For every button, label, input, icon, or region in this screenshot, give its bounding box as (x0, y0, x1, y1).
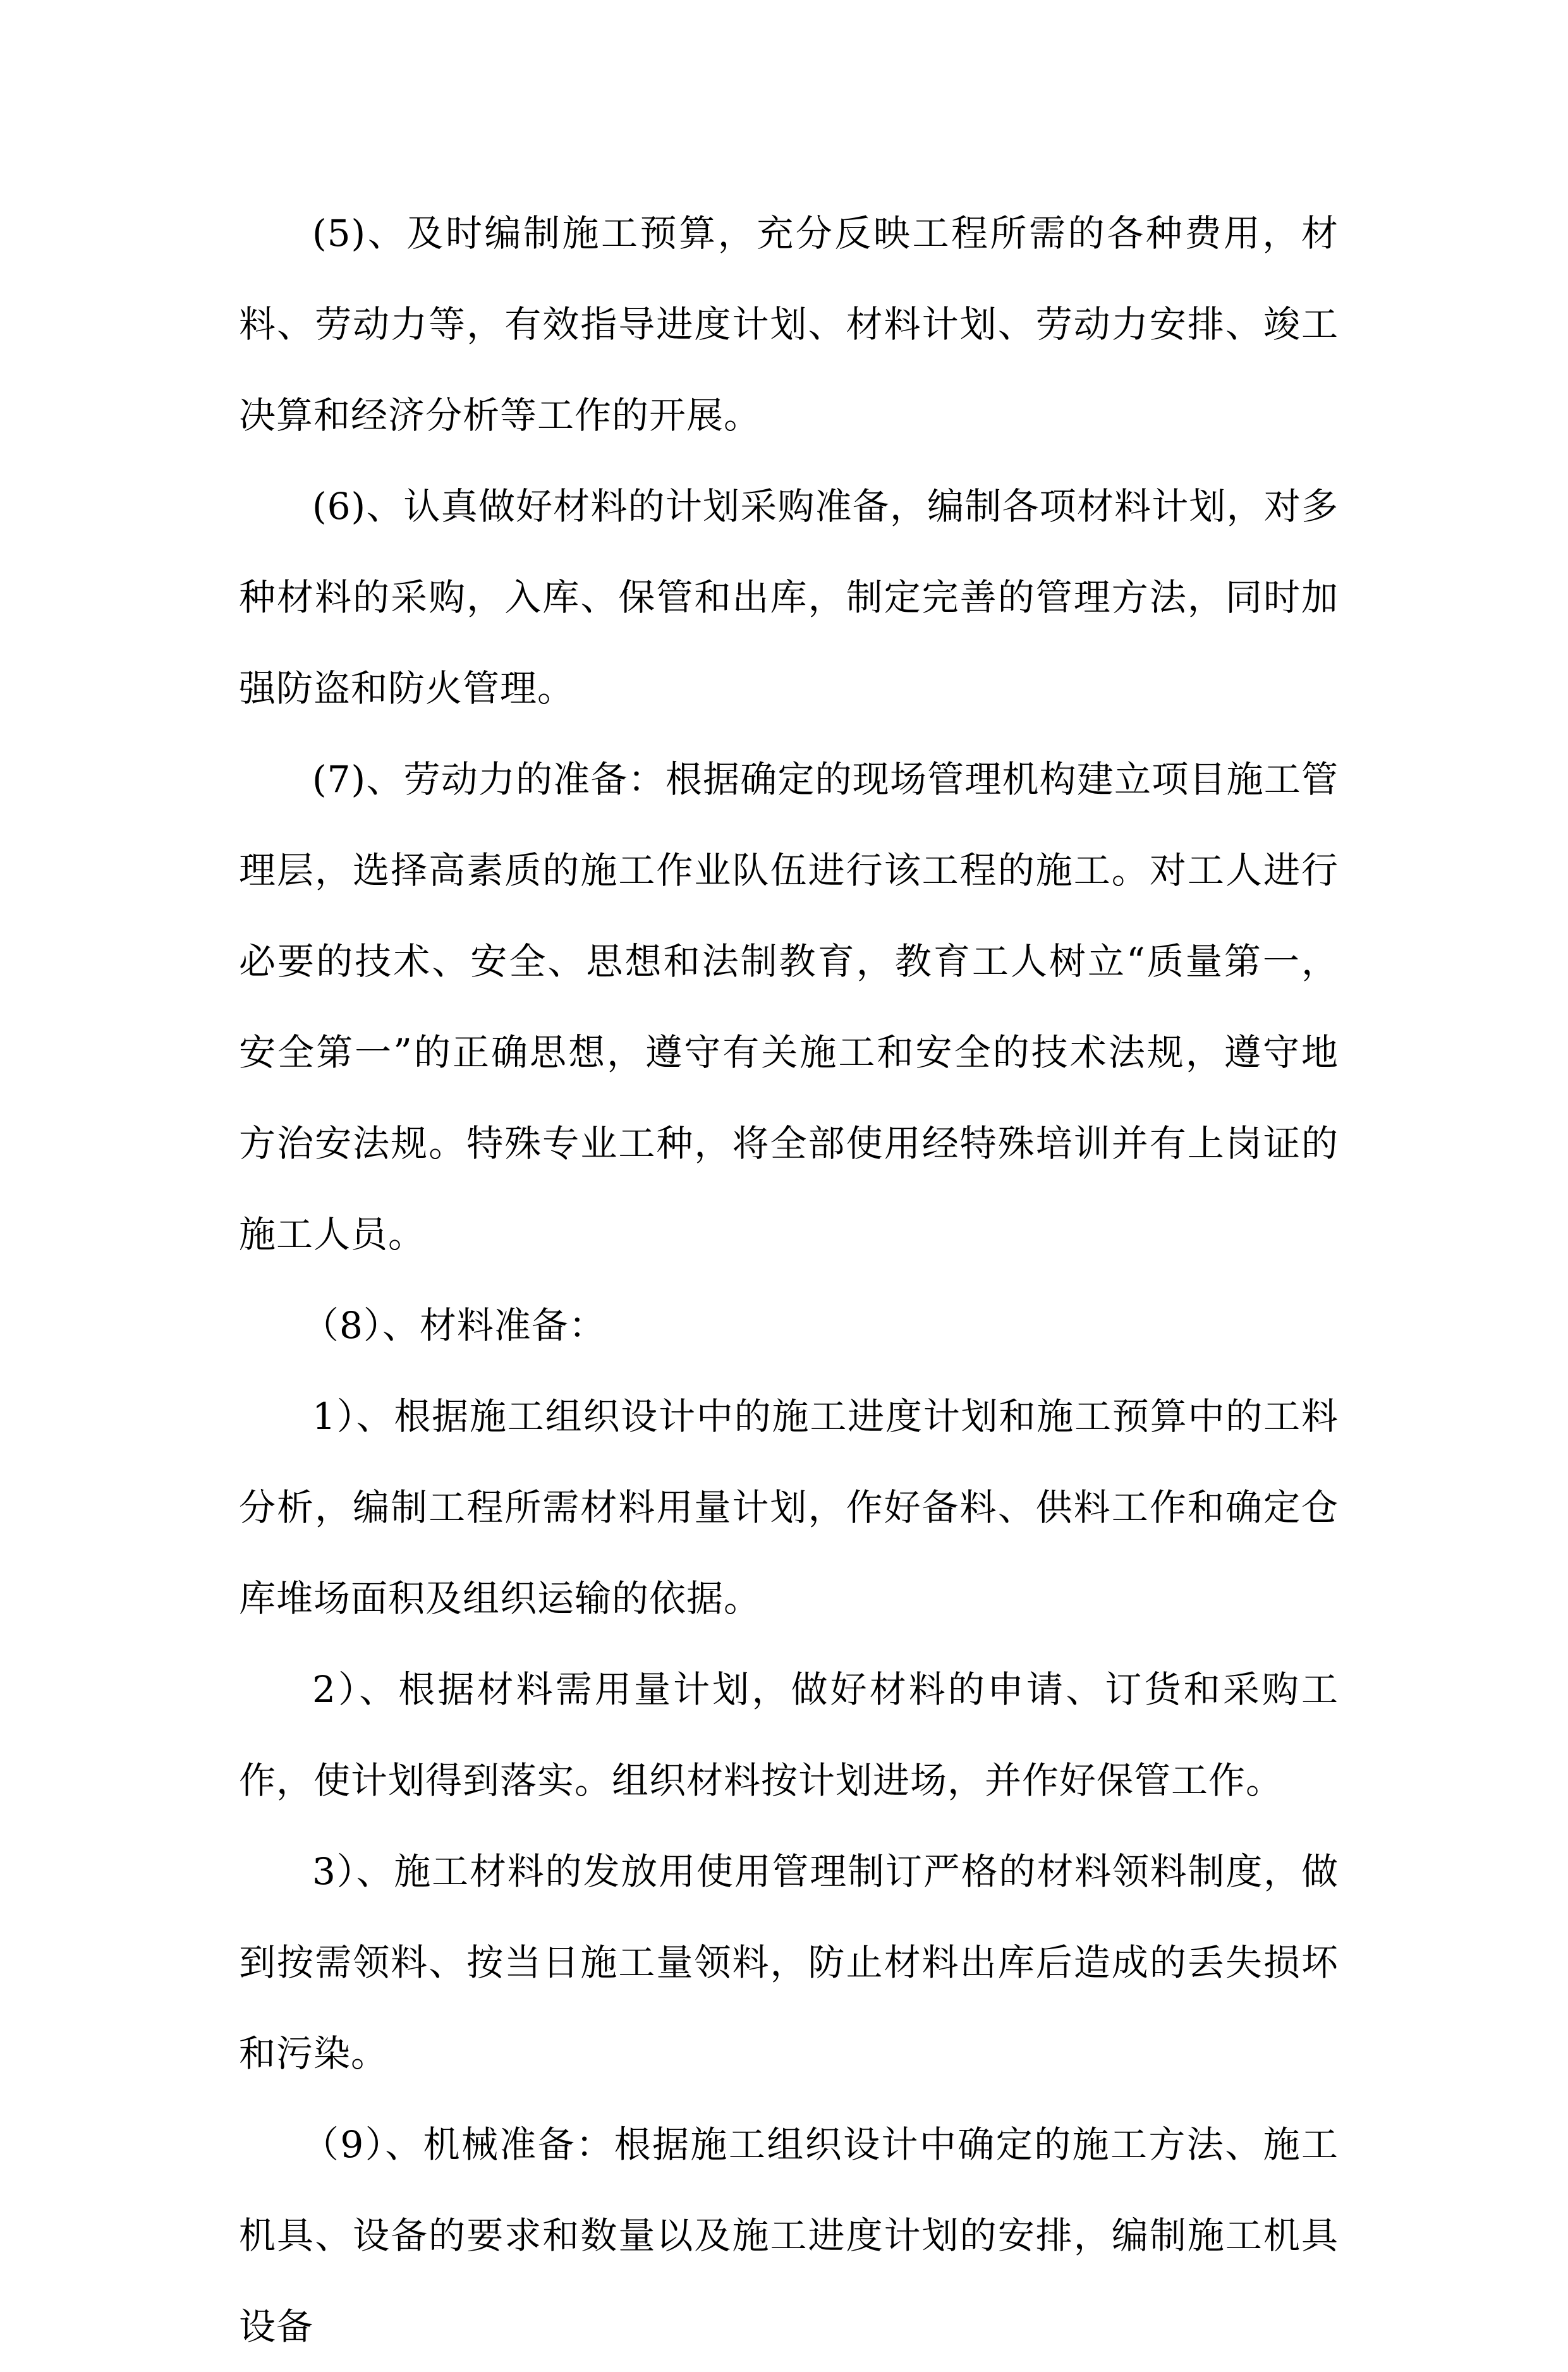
paragraph-heading-8: （8）、材料准备： (302, 1304, 606, 1347)
document-body (239, 188, 1339, 2372)
paragraph-subitem-2: 2）、根据材料需用量计划，做好材料的申请、订货和采购工作，使计划得到落实。组织材料按计划进场，并作好保管工作。 (239, 1668, 1339, 1802)
paragraph-item-6: (6)、认真做好材料的计划采购准备，编制各项材料计划，对多种材料的采购，入库、保管和出库，制定完善的管理方法，同时加强防盗和防火管理。 (239, 485, 1339, 710)
paragraph-subitem-3: 3）、施工材料的发放用使用管理制订严格的材料领料制度，做到按需领料、按当日施工量领料，防止材料出库后造成的丢失损坏和污染。 (239, 1850, 1339, 2075)
paragraph-item-5: (5)、及时编制施工预算，充分反映工程所需的各种费用，材料、劳动力等，有效指导进度计划、材料计划、劳动力安排、竣工决算和经济分析等工作的开展。 (239, 212, 1339, 437)
paragraph-item-7: (7)、劳动力的准备：根据确定的现场管理机构建立项目施工管理层，选择高素质的施工作业队伍进行该工程的施工。对工人进行必要的技术、安全、思想和法制教育，教育工人树立“质量第一，安全第一”的正确思想，遵守有关施工和安全的技术法规，遵守地方治安法规。特殊专业工种，将全部使用经特殊培训并有上岗证的施工人员。 (239, 758, 1339, 1256)
paragraph-subitem-1: 1）、根据施工组织设计中的施工进度计划和施工预算中的工料分析，编制工程所需材料用量计划，作好备料、供料工作和确定仓库堆场面积及组织运输的依据。 (239, 1395, 1339, 1620)
paragraph-item-9: （9）、机械准备：根据施工组织设计中确定的施工方法、施工机具、设备的要求和数量以及施工进度计划的安排，编制施工机具设备 (239, 2123, 1339, 2348)
